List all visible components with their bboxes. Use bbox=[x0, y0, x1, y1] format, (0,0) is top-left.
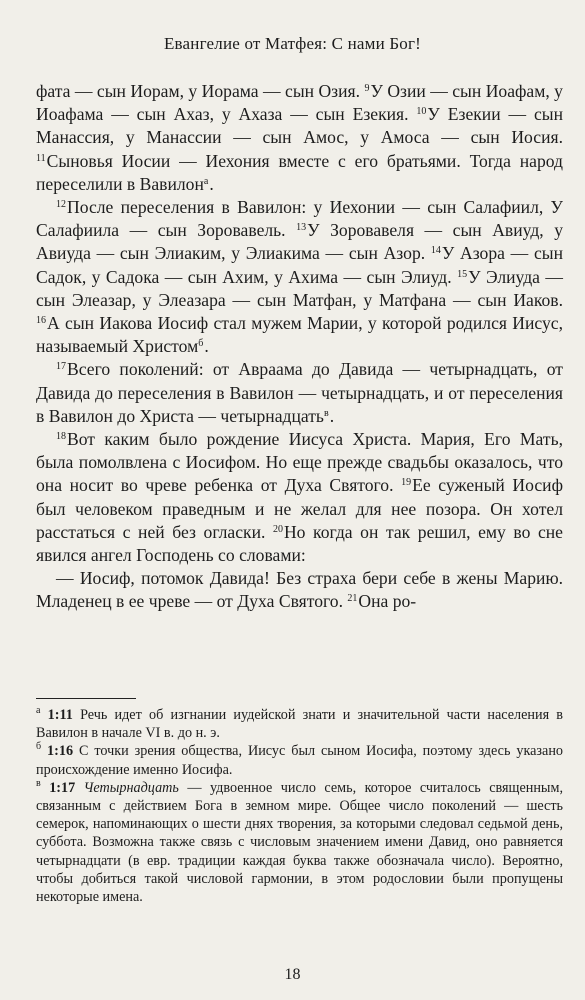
verse-number: 16 bbox=[36, 315, 46, 327]
verse-number: 20 bbox=[272, 523, 283, 535]
footnote bbox=[36, 742, 563, 778]
verse-number: 14 bbox=[430, 245, 441, 257]
paragraph bbox=[36, 358, 563, 428]
verse-number: 21 bbox=[347, 593, 358, 605]
paragraph bbox=[36, 80, 563, 196]
text-run: Сыновья Иосии — Иехония вместе с его братьями. Тогда народ переселили в Вавилон bbox=[36, 150, 563, 194]
verse-number: в bbox=[323, 407, 329, 419]
text-run: С точки зрения общества, Иисус был сыном Иосифа, поэтому здесь указано происхождение именно Иосифа. bbox=[36, 743, 564, 778]
verse-number: 11 bbox=[36, 152, 46, 164]
text-run: Речь идет об изгнании иудейской знати и значительной части населения в Вавилон в начале VI в. до н. э. bbox=[36, 707, 563, 742]
text-run: У Элиуда — сын Элеазар, у Элеазара — сын Матфан, у Матфана — сын Иаков. bbox=[36, 266, 564, 310]
verse-number: б bbox=[198, 338, 204, 350]
footnote-mark: а bbox=[36, 705, 41, 716]
text-run: Вот каким было рождение Иисуса Христа. Мария, Его Мать, была помолвлена с Иосифом. Но еще прежде свадьбы оказалось, что она носит во чреве ребенка от Духа Святого. bbox=[36, 429, 563, 496]
text-run: Она ро- bbox=[358, 591, 417, 612]
text-run: У Озии — сын Иоафам, у Иоафама — сын Ахаз, у Ахаза — сын Езекия. bbox=[36, 81, 563, 125]
footnote-reference: 1:17 bbox=[49, 779, 76, 796]
text-run: У Зоровавеля — сын Авиуд, у Авиуда — сын Элиаким, у Элиакима — сын Азор. bbox=[36, 220, 563, 264]
verse-number: 10 bbox=[416, 106, 427, 118]
footnote bbox=[36, 779, 563, 906]
paragraph bbox=[36, 567, 563, 613]
page-number: 18 bbox=[284, 966, 301, 983]
verse-number: 9 bbox=[364, 83, 370, 94]
text-run: Ее суженый Иосиф был человеком праведным и не желал для нее позора. Он хотел расстаться с ней без огласки. bbox=[36, 475, 563, 542]
verse-number: 17 bbox=[56, 361, 66, 373]
text-run: А сын Иакова Иосиф стал мужем Марии, у которой родился Иисус, называемый Христом bbox=[36, 313, 563, 357]
text-run: . bbox=[209, 173, 214, 194]
verse-number: 19 bbox=[401, 477, 412, 489]
footnote-mark: в bbox=[36, 777, 41, 789]
text-run: — Иосиф, потомок Давида! Без страха бери себе в жены Марию. Младенец в ее чреве — от Духа Святого. bbox=[36, 568, 563, 612]
text-run: После переселения в Вавилон: у Иехонии — сын Салафиил, У Салафиила — сын Зоровавель. bbox=[36, 197, 563, 241]
verse-number: 12 bbox=[56, 199, 66, 211]
verse-number: 13 bbox=[296, 222, 307, 234]
running-head: Евангелие от Матфея: С нами Бог! bbox=[163, 34, 422, 53]
text-run: . bbox=[204, 336, 209, 357]
footnote bbox=[36, 706, 563, 742]
text-run: Но когда он так решил, ему во сне явился ангел Господень со словами: bbox=[36, 521, 563, 566]
text-run: У Езекии — сын Манассия, у Манассии — сын Амос, у Амоса — сын Иосия. bbox=[36, 104, 563, 148]
verse-number: 15 bbox=[457, 268, 468, 280]
text-run: У Азора — сын Садок, у Садока — сын Ахим, у Ахима — сын Элиуд. bbox=[36, 243, 563, 287]
paragraph bbox=[36, 428, 563, 567]
text-run: Всего поколений: от Авраама до Давида — четырнадцать, от Давида до переселения в Вавилон — четырнадцать, и от переселения в Вавилон до Христа — четырнадцать bbox=[36, 359, 563, 426]
text-run: . bbox=[329, 405, 335, 426]
text-run: фата — сын Иорам, у Иорама — сын Озия. bbox=[36, 81, 365, 101]
footnote-mark: б bbox=[36, 741, 42, 753]
verse-number: 18 bbox=[56, 431, 66, 443]
main-text bbox=[36, 80, 563, 614]
footnote-separator bbox=[36, 698, 136, 699]
text-run: — удвоенное число семь, которое считалось священным, связанным с действием Бога в земном мире. Общее число поколений — шесть семерок, напоминающих о шести днях творения, за которыми следовал седьмой день, суббота. Возможна также связь с числовым значением имени Давид, оно равняется четырнадцати (в евр. традиции каждая буква также обозначала число). Вероятно, чтобы добиться такой числовой гармонии, в этом родословии были пропущены некоторые имена. bbox=[36, 779, 563, 906]
emphasized-term: Четырнадцать bbox=[83, 779, 179, 796]
verse-number: а bbox=[203, 175, 209, 187]
footnote-reference: 1:11 bbox=[47, 707, 73, 723]
footnote-reference: 1:16 bbox=[47, 743, 74, 760]
paragraph bbox=[36, 196, 563, 358]
footnotes bbox=[36, 706, 563, 906]
